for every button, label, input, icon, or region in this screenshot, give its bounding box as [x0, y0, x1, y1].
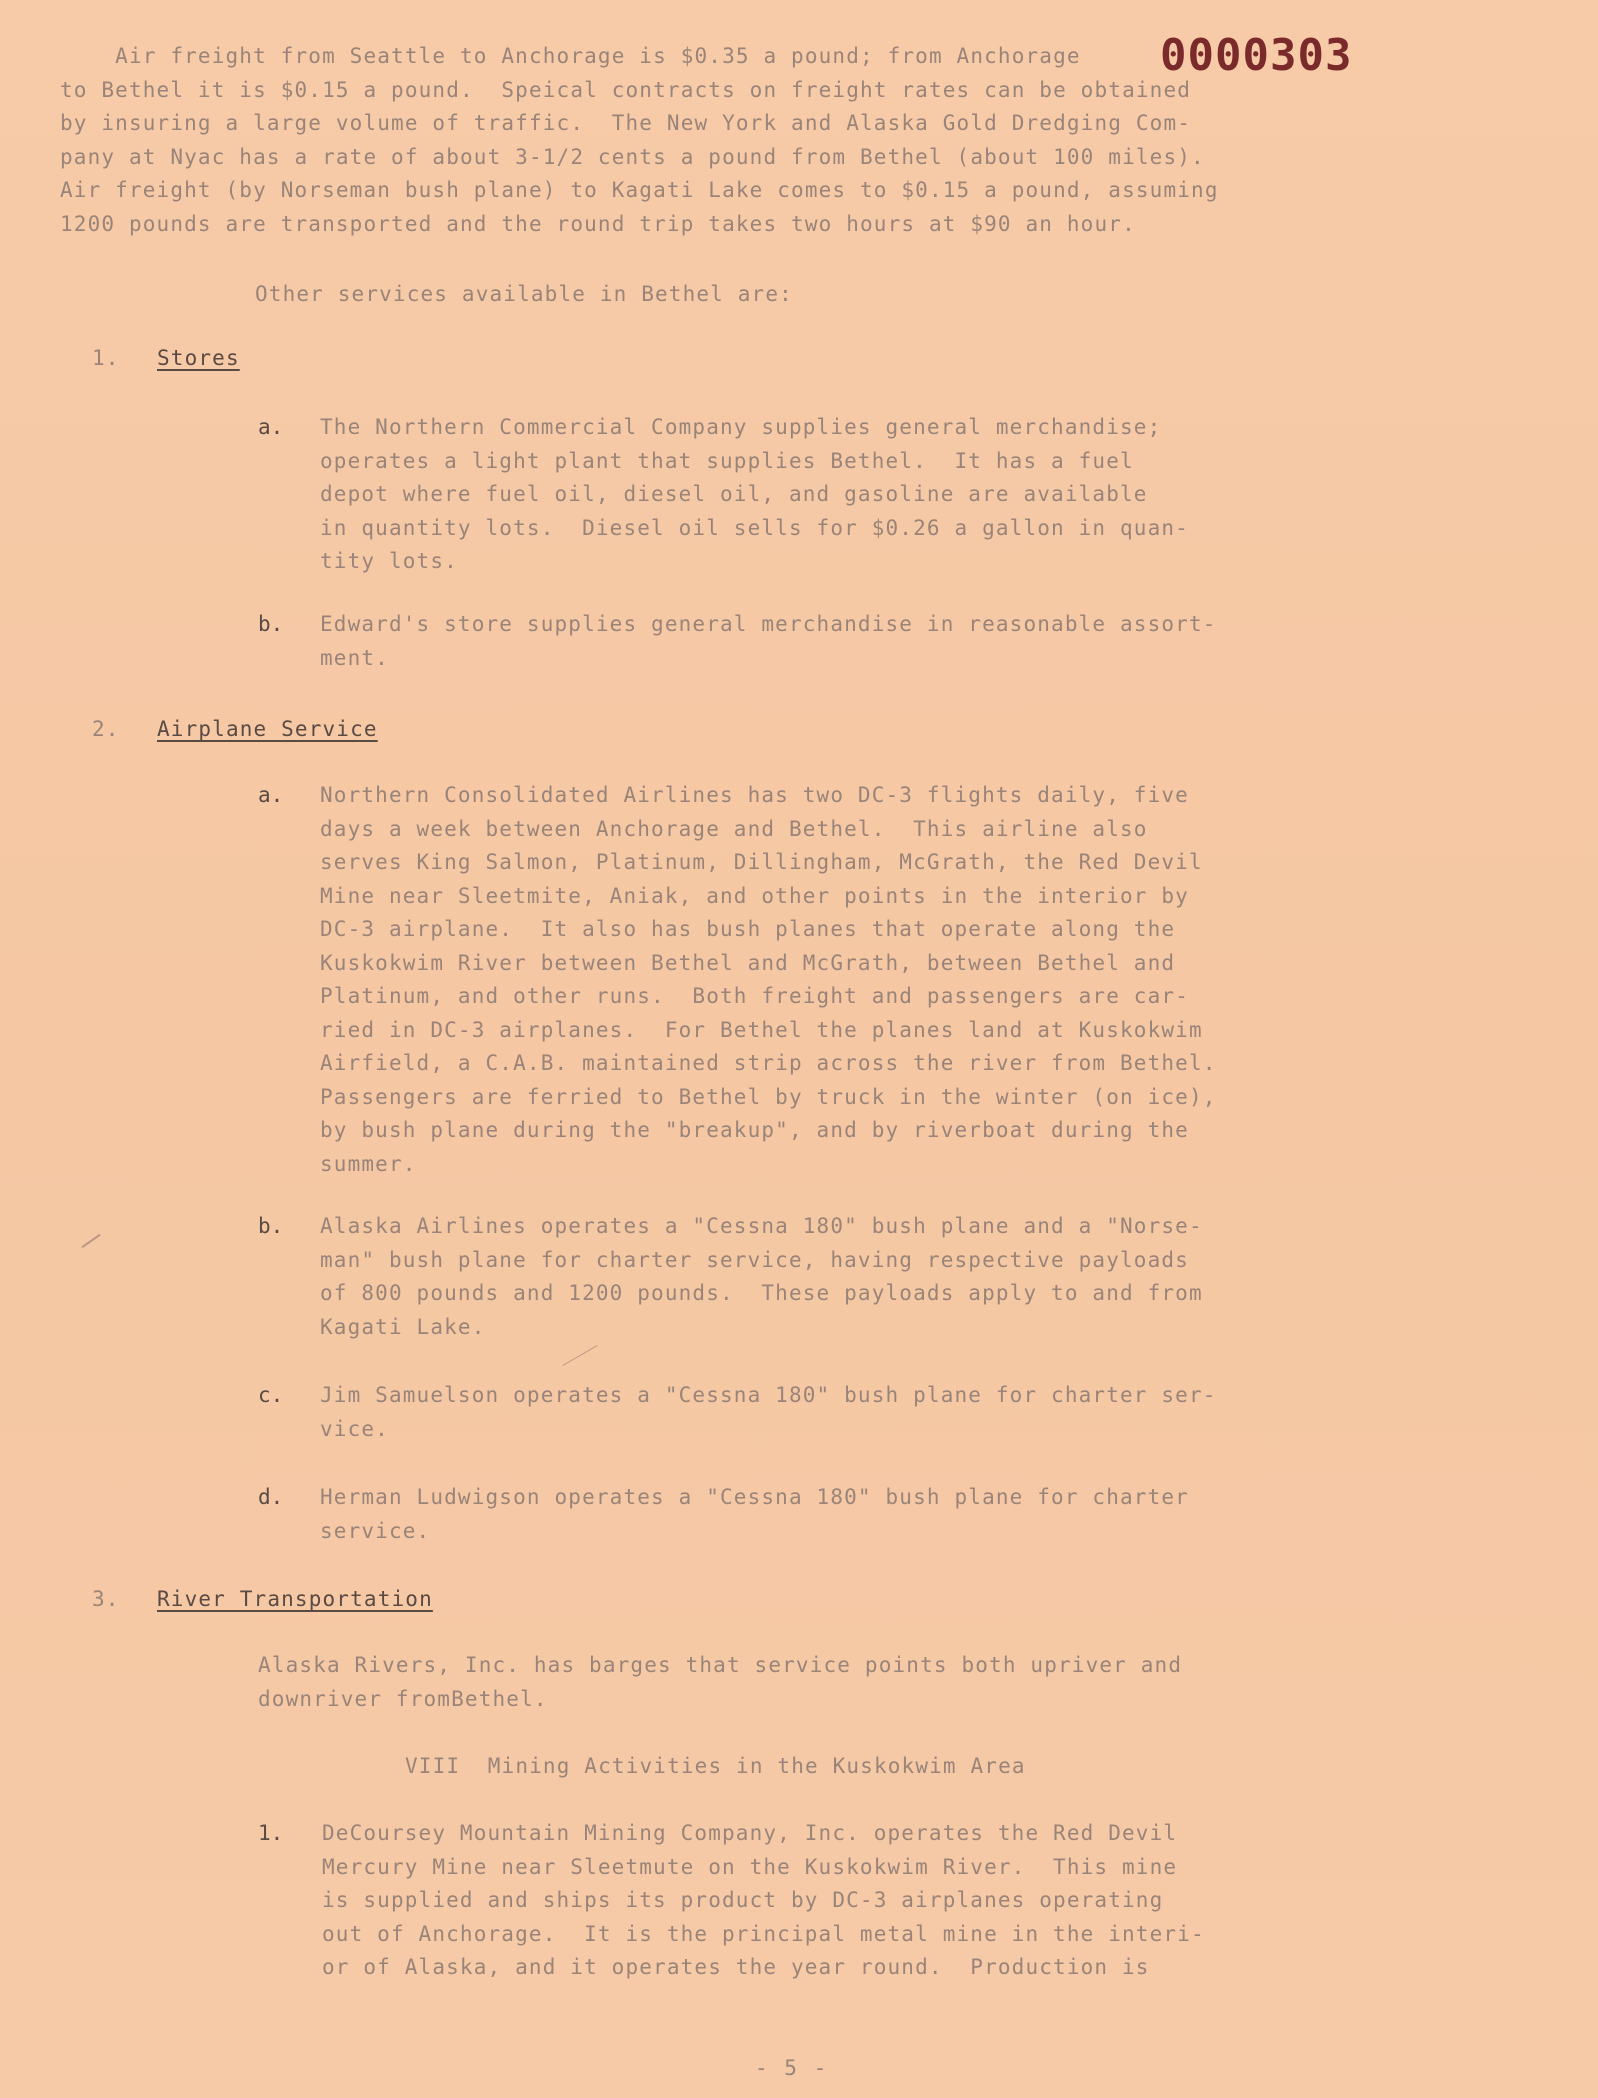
document-number-stamp: 0000303: [1160, 30, 1353, 81]
text-line: Kuskokwim River between Bethel and McGrath, between Bethel and: [320, 950, 1176, 975]
text-line: Kagati Lake.: [320, 1314, 486, 1339]
intro-line: to Bethel it is $0.15 a pound. Speical contracts on freight rates can be obtained: [60, 77, 1192, 102]
text-line: man" bush plane for charter service, having respective payloads: [320, 1247, 1189, 1272]
intro-line: pany at Nyac has a rate of about 3-1/2 cents a pound from Bethel (about 100 miles).: [60, 144, 1205, 169]
stores-item-b: [320, 608, 1217, 675]
stores-item-a: [320, 411, 1189, 579]
item-label: c.: [258, 1383, 284, 1407]
text-line: Northern Consolidated Airlines has two DC-3 flights daily, five: [320, 783, 1189, 807]
item-label: d.: [258, 1485, 284, 1509]
item-label: 1.: [258, 1821, 284, 1845]
text-line: of 800 pounds and 1200 pounds. These payloads apply to and from: [320, 1281, 1203, 1305]
text-line: Alaska Airlines operates a "Cessna 180" bush plane and a "Norse-: [320, 1214, 1203, 1238]
text-line: is supplied and ships its product by DC-3 airplanes operating: [322, 1888, 1164, 1912]
text-line: service.: [320, 1518, 431, 1543]
text-line: Jim Samuelson operates a "Cessna 180" bush plane for charter ser-: [320, 1383, 1217, 1407]
section-title-airplane-service: Airplane Service: [157, 717, 378, 741]
pencil-mark: [562, 1345, 597, 1366]
text-line: Mine near Sleetmite, Aniak, and other points in the interior by: [320, 883, 1189, 908]
text-line: tity lots.: [320, 549, 458, 573]
intro-paragraph: [60, 40, 1219, 241]
item-label: b.: [258, 612, 284, 636]
airplane-item-d: [320, 1481, 1189, 1548]
text-line: The Northern Commercial Company supplies general merchandise;: [320, 415, 1162, 439]
chapter-title: VIII Mining Activities in the Kuskokwim Area: [405, 1754, 1026, 1778]
text-line: summer.: [320, 1151, 417, 1176]
text-line: serves King Salmon, Platinum, Dillingham, McGrath, the Red Devil: [320, 850, 1203, 874]
airplane-item-c: [320, 1379, 1217, 1446]
pencil-mark: [81, 1234, 100, 1248]
item-label: b.: [258, 1214, 284, 1238]
text-line: Airfield, a C.A.B. maintained strip across the river from Bethel.: [320, 1051, 1217, 1075]
text-line: ment.: [320, 645, 389, 670]
intro-line: by insuring a large volume of traffic. The New York and Alaska Gold Dredging Com-: [60, 111, 1192, 135]
text-line: Alaska Rivers, Inc. has barges that service points both upriver and: [258, 1653, 1183, 1677]
text-line: DeCoursey Mountain Mining Company, Inc. operates the Red Devil: [322, 1821, 1178, 1845]
text-line: days a week between Anchorage and Bethel. This airline also: [320, 816, 1148, 841]
mining-paragraph: [322, 1817, 1205, 1985]
item-label: a.: [258, 415, 284, 439]
text-line: out of Anchorage. It is the principal metal mine in the interi-: [322, 1921, 1205, 1946]
services-intro: Other services available in Bethel are:: [255, 282, 793, 306]
text-line: Edward's store supplies general merchandise in reasonable assort-: [320, 612, 1217, 636]
intro-line: Air freight from Seattle to Anchorage is $0.35 a pound; from Anchorage: [60, 44, 1081, 68]
text-line: vice.: [320, 1416, 389, 1441]
intro-line: Air freight (by Norseman bush plane) to Kagati Lake comes to $0.15 a pound, assuming: [60, 178, 1219, 202]
text-line: DC-3 airplane. It also has bush planes that operate along the: [320, 917, 1176, 941]
intro-line: 1200 pounds are transported and the round trip takes two hours at $90 an hour.: [60, 211, 1136, 236]
airplane-item-a: [320, 779, 1217, 1181]
text-line: depot where fuel oil, diesel oil, and gasoline are available: [320, 482, 1148, 506]
section-number: 2.: [92, 717, 120, 741]
text-line: downriver fromBethel.: [258, 1686, 548, 1711]
section-number: 3.: [92, 1587, 120, 1611]
page-number: - 5 -: [755, 2056, 829, 2080]
item-label: a.: [258, 783, 284, 807]
text-line: ried in DC-3 airplanes. For Bethel the planes land at Kuskokwim: [320, 1017, 1203, 1042]
section-title-stores: Stores: [157, 346, 240, 370]
river-paragraph: [258, 1649, 1182, 1716]
text-line: Platinum, and other runs. Both freight and passengers are car-: [320, 984, 1189, 1008]
text-line: Passengers are ferried to Bethel by truck in the winter (on ice),: [320, 1084, 1217, 1109]
text-line: in quantity lots. Diesel oil sells for $0.26 a gallon in quan-: [320, 515, 1189, 540]
section-title-river-transportation: River Transportation: [157, 1587, 433, 1611]
section-number: 1.: [92, 346, 120, 370]
text-line: Mercury Mine near Sleetmute on the Kuskokwim River. This mine: [322, 1854, 1178, 1879]
text-line: or of Alaska, and it operates the year round. Production is: [322, 1955, 1150, 1979]
text-line: Herman Ludwigson operates a "Cessna 180" bush plane for charter: [320, 1485, 1189, 1509]
text-line: operates a light plant that supplies Bethel. It has a fuel: [320, 448, 1134, 473]
text-line: by bush plane during the "breakup", and by riverboat during the: [320, 1118, 1189, 1142]
airplane-item-b: [320, 1210, 1203, 1344]
